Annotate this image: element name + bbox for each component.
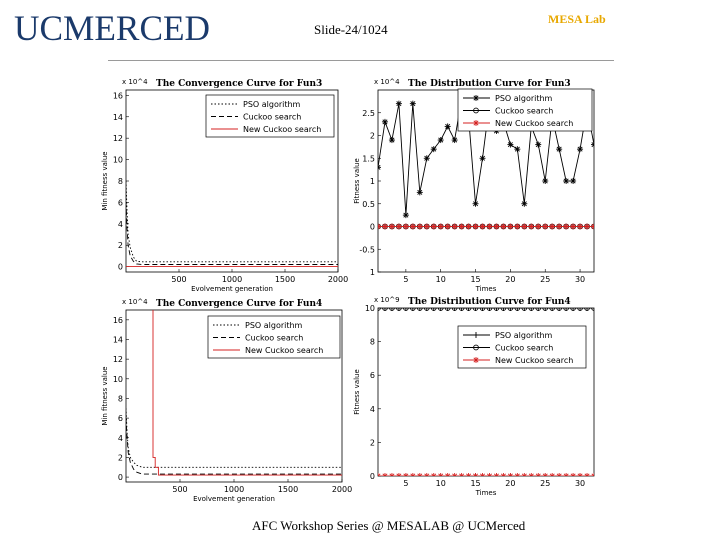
legend-label: New Cuckoo search: [245, 346, 324, 355]
point-new-cuckoo-search: [396, 473, 402, 479]
point-new-cuckoo-search: [535, 224, 541, 230]
x-tick-label: 10: [435, 275, 446, 284]
y-tick-label: 6: [369, 371, 375, 381]
legend-label: New Cuckoo search: [243, 125, 322, 134]
header-divider: [108, 60, 614, 61]
chart-4: [353, 296, 597, 497]
x-tick-label: 5: [403, 479, 409, 488]
logo-text: UCMERCED: [14, 8, 210, 48]
x-tick-label: 2000: [327, 275, 349, 284]
point-pso-algorithm: [438, 137, 444, 143]
point-new-cuckoo-search: [410, 473, 416, 479]
x-tick-label: 15: [470, 275, 481, 284]
y-tick-label: 2.5: [362, 108, 375, 118]
point-pso-algorithm: [514, 146, 520, 152]
y-tick-label: -0.5: [359, 245, 375, 255]
point-new-cuckoo-search: [577, 224, 583, 230]
chart-3: [101, 298, 352, 503]
point-new-cuckoo-search: [563, 473, 569, 479]
point-new-cuckoo-search: [570, 224, 576, 230]
point-new-cuckoo-search: [382, 473, 388, 479]
y-tick-label: 12: [112, 134, 123, 144]
x-tick-label: 1000: [221, 275, 243, 284]
point-new-cuckoo-search: [445, 224, 451, 230]
point-pso-algorithm: [473, 201, 479, 207]
point-new-cuckoo-search: [438, 224, 444, 230]
point-pso-algorithm: [480, 155, 486, 161]
point-pso-algorithm: [591, 142, 597, 148]
chart-2: [353, 78, 597, 293]
x-tick-label: 30: [574, 479, 586, 488]
x-tick-label: 1500: [277, 485, 299, 494]
slide-number: Slide-24/1024: [314, 22, 388, 37]
point-pso-algorithm: [424, 155, 430, 161]
point-new-cuckoo-search: [549, 224, 555, 230]
y-tick-label: 10: [112, 374, 123, 384]
point-new-cuckoo-search: [375, 473, 381, 479]
legend-marker: [473, 120, 479, 126]
x-tick-label: 10: [435, 479, 446, 488]
point-new-cuckoo-search: [382, 224, 388, 230]
y-tick-label: 0: [369, 472, 375, 481]
legend-label: Cuckoo search: [495, 343, 554, 353]
y-tick-label: 4: [117, 219, 123, 229]
legend: [206, 95, 334, 137]
axis-exponent: x 10^4: [374, 78, 400, 86]
y-tick-label: 14: [112, 335, 123, 345]
point-new-cuckoo-search: [417, 473, 423, 479]
point-pso-algorithm: [445, 123, 451, 129]
y-tick-label: 1.5: [362, 154, 375, 164]
x-tick-label: 25: [540, 275, 551, 284]
chart-title: The Convergence Curve for Fun3: [156, 79, 323, 89]
point-new-cuckoo-search: [452, 473, 458, 479]
x-tick-label: 25: [540, 479, 551, 488]
y-tick-label: 4: [117, 433, 123, 443]
point-new-cuckoo-search: [591, 473, 597, 479]
x-tick-label: 5: [403, 275, 409, 284]
point-pso-algorithm: [521, 201, 527, 207]
x-tick-label: 2000: [331, 485, 353, 494]
y-tick-label: 10: [112, 155, 123, 165]
legend-label: Cuckoo search: [243, 112, 302, 122]
point-pso-algorithm: [417, 189, 423, 195]
chart-title: The Distribution Curve for Fun4: [408, 297, 571, 307]
point-new-cuckoo-search: [542, 224, 548, 230]
point-new-cuckoo-search: [507, 224, 513, 230]
point-new-cuckoo-search: [480, 224, 486, 230]
y-tick-label: 8: [117, 177, 123, 186]
chart-title: The Convergence Curve for Fun4: [156, 299, 323, 309]
point-pso-algorithm: [375, 164, 381, 170]
point-pso-algorithm: [542, 178, 548, 184]
legend-label: Cuckoo search: [495, 106, 554, 116]
point-new-cuckoo-search: [459, 473, 465, 479]
point-pso-algorithm: [535, 142, 541, 148]
y-tick-label: 0: [117, 262, 123, 272]
point-new-cuckoo-search: [459, 224, 465, 230]
figure: [96, 64, 616, 506]
y-tick-label: 6: [117, 198, 123, 208]
axis-exponent: x 10^4: [122, 298, 148, 306]
x-tick-label: 1500: [274, 275, 296, 284]
point-pso-algorithm: [563, 178, 569, 184]
point-new-cuckoo-search: [591, 224, 597, 230]
point-new-cuckoo-search: [521, 473, 527, 479]
chart-1: [101, 78, 348, 293]
legend: [208, 316, 340, 358]
point-new-cuckoo-search: [528, 224, 534, 230]
point-new-cuckoo-search: [424, 224, 430, 230]
x-tick-label: 500: [172, 485, 188, 494]
point-pso-algorithm: [410, 101, 416, 107]
point-new-cuckoo-search: [486, 224, 492, 230]
y-tick-label: 2: [117, 453, 123, 463]
point-new-cuckoo-search: [375, 224, 381, 230]
x-tick-label: 1000: [223, 485, 245, 494]
point-pso-algorithm: [431, 146, 437, 152]
y-tick-label: 16: [112, 315, 123, 325]
x-tick-label: 20: [505, 479, 516, 488]
y-tick-label: 8: [117, 394, 123, 404]
point-new-cuckoo-search: [452, 224, 458, 230]
legend-label: PSO algorithm: [245, 321, 303, 330]
point-new-cuckoo-search: [556, 224, 562, 230]
point-new-cuckoo-search: [500, 224, 506, 230]
point-new-cuckoo-search: [417, 224, 423, 230]
point-new-cuckoo-search: [389, 473, 395, 479]
point-pso-algorithm: [452, 137, 458, 143]
y-axis-label: Fitness value: [353, 369, 361, 415]
y-tick-label: 12: [112, 355, 123, 365]
y-axis-label: Fitness value: [353, 158, 361, 204]
point-pso-algorithm: [507, 142, 513, 148]
point-new-cuckoo-search: [514, 224, 520, 230]
legend-label: Cuckoo search: [245, 333, 304, 343]
y-axis-label: Min fitness value: [101, 366, 109, 426]
y-axis-label: Min fitness value: [101, 151, 109, 211]
legend-marker: [473, 357, 479, 363]
point-pso-algorithm: [389, 137, 395, 143]
axis-exponent: x 10^4: [122, 78, 148, 86]
y-tick-label: 2: [117, 241, 123, 251]
point-new-cuckoo-search: [493, 473, 499, 479]
point-pso-algorithm: [403, 212, 409, 218]
y-tick-label: 6: [117, 414, 123, 424]
y-tick-label: 1: [369, 177, 375, 186]
axis-exponent: x 10^9: [374, 296, 400, 304]
legend-label: PSO algorithm: [495, 94, 553, 103]
point-new-cuckoo-search: [431, 224, 437, 230]
legend-label: PSO algorithm: [495, 331, 553, 340]
point-new-cuckoo-search: [396, 224, 402, 230]
point-new-cuckoo-search: [528, 473, 534, 479]
x-axis-label: Evolvement generation: [191, 285, 273, 293]
point-new-cuckoo-search: [466, 224, 472, 230]
x-axis-label: Times: [475, 285, 497, 293]
y-tick-label: 1: [369, 268, 375, 277]
point-new-cuckoo-search: [424, 473, 430, 479]
legend-marker: [473, 95, 479, 101]
y-tick-label: 4: [369, 404, 375, 414]
legend: [458, 326, 586, 368]
point-new-cuckoo-search: [486, 473, 492, 479]
point-new-cuckoo-search: [403, 224, 409, 230]
x-axis-label: Evolvement generation: [193, 495, 275, 503]
y-tick-label: 0: [369, 222, 375, 232]
point-pso-algorithm: [382, 119, 388, 125]
y-tick-label: 10: [364, 304, 375, 313]
x-axis-label: Times: [475, 489, 497, 497]
point-new-cuckoo-search: [410, 224, 416, 230]
y-tick-label: 2: [369, 131, 375, 141]
y-tick-label: 16: [112, 91, 123, 101]
x-tick-label: 15: [470, 479, 481, 488]
legend-label: PSO algorithm: [243, 100, 301, 109]
footer-text: AFC Workshop Series @ MESALAB @ UCMerced: [252, 518, 526, 533]
y-tick-label: 2: [369, 438, 375, 448]
y-tick-label: 14: [112, 112, 123, 122]
y-tick-label: 0.5: [362, 199, 375, 209]
point-pso-algorithm: [396, 101, 402, 107]
x-tick-label: 500: [171, 275, 187, 284]
point-pso-algorithm: [577, 146, 583, 152]
point-new-cuckoo-search: [521, 224, 527, 230]
y-tick-label: 8: [369, 337, 375, 347]
lab-name: MESA Lab: [548, 12, 606, 26]
y-tick-label: 0: [117, 473, 123, 483]
point-new-cuckoo-search: [389, 224, 395, 230]
point-new-cuckoo-search: [563, 224, 569, 230]
chart-title: The Distribution Curve for Fun3: [408, 79, 571, 89]
point-new-cuckoo-search: [556, 473, 562, 479]
point-new-cuckoo-search: [473, 224, 479, 230]
legend-label: New Cuckoo search: [495, 356, 574, 365]
x-tick-label: 20: [505, 275, 516, 284]
point-pso-algorithm: [570, 178, 576, 184]
ucmerced-logo: [14, 6, 214, 50]
point-new-cuckoo-search: [584, 224, 590, 230]
point-new-cuckoo-search: [493, 224, 499, 230]
point-pso-algorithm: [556, 146, 562, 152]
x-tick-label: 30: [574, 275, 586, 284]
legend: [458, 89, 592, 131]
legend-label: New Cuckoo search: [495, 119, 574, 128]
